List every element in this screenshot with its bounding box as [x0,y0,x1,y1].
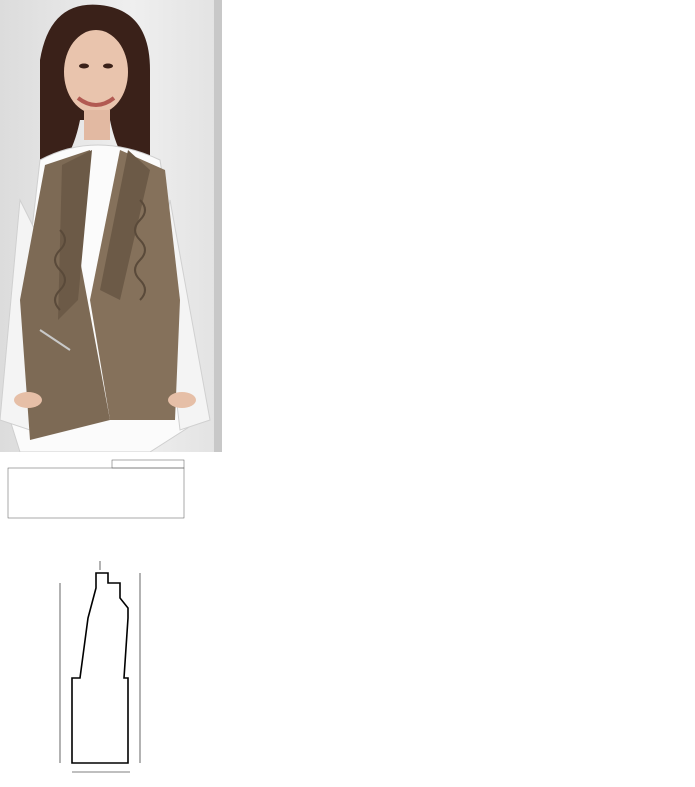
knitting-chart [8,460,184,518]
intro-text [233,47,688,64]
model-photo [0,0,222,452]
pattern-chart-and-schematic [0,458,222,787]
back-schematic [72,573,128,763]
